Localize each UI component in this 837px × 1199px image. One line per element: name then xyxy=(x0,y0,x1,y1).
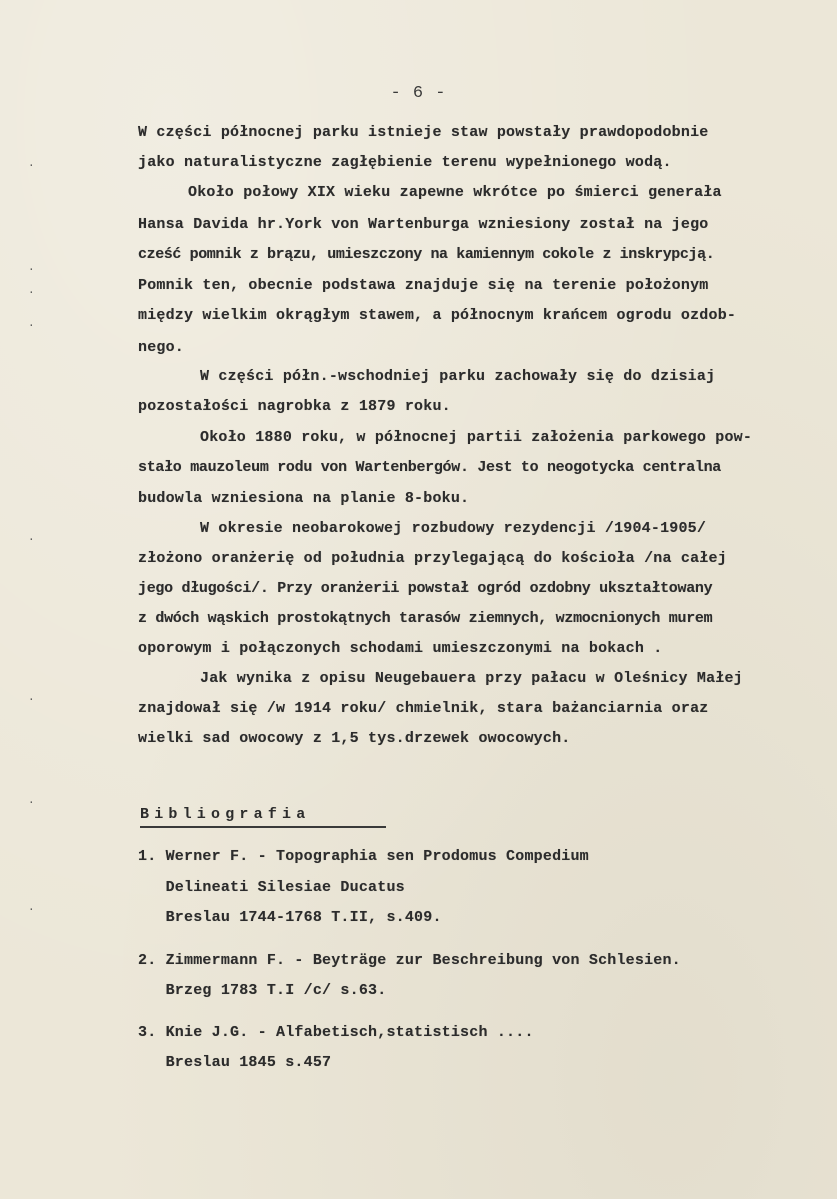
body-line: jego długości/. Przy oranżerii powstał ogród ozdobny ukształtowany xyxy=(138,580,713,597)
margin-mark: . xyxy=(28,902,35,914)
margin-mark: . xyxy=(28,318,35,330)
margin-mark: . xyxy=(28,285,35,297)
body-line: budowla wzniesiona na planie 8-boku. xyxy=(138,490,470,507)
body-line: znajdował się /w 1914 roku/ chmielnik, stara bażanciarnia oraz xyxy=(138,700,709,717)
body-line: W części północnej parku istnieje staw powstały prawdopodobnie xyxy=(138,124,709,141)
bibliography-line: 3. Knie J.G. - Alfabetisch,statistisch .... xyxy=(138,1024,534,1041)
body-line: stało mauzoleum rodu von Wartenbergów. Jest to neogotycka centralna xyxy=(138,459,721,476)
bibliography-underline xyxy=(140,826,386,828)
body-line: z dwóch wąskich prostokątnych tarasów ziemnych, wzmocnionych murem xyxy=(138,610,713,627)
margin-mark: . xyxy=(28,262,35,274)
bibliography-line: Breslau 1744-1768 T.II, s.409. xyxy=(138,909,442,926)
body-line: oporowym i połączonych schodami umieszczonymi na bokach . xyxy=(138,640,663,657)
bibliography-line: 1. Werner F. - Topographia sen Prodomus Compedium xyxy=(138,848,589,865)
page-number: - 6 - xyxy=(390,84,447,103)
margin-mark: . xyxy=(28,692,35,704)
bibliography-line: 2. Zimmermann F. - Beyträge zur Beschreibung von Schlesien. xyxy=(138,952,681,969)
margin-mark: . xyxy=(28,532,35,544)
body-line: Około 1880 roku, w północnej partii założenia parkowego pow- xyxy=(200,429,753,446)
body-line: jako naturalistyczne zagłębienie terenu wypełnionego wodą. xyxy=(138,154,672,171)
body-line: W części półn.-wschodniej parku zachowały się do dzisiaj xyxy=(200,368,716,385)
body-line: Jak wynika z opisu Neugebauera przy pałacu w Oleśnicy Małej xyxy=(200,670,743,687)
body-line: między wielkim okrągłym stawem, a północnym krańcem ogrodu ozdob- xyxy=(138,307,737,324)
margin-mark: . xyxy=(28,158,35,170)
body-line: W okresie neobarokowej rozbudowy rezydencji /1904-1905/ xyxy=(200,520,707,537)
body-line: pozostałości nagrobka z 1879 roku. xyxy=(138,398,451,415)
bibliography-line: Delineati Silesiae Ducatus xyxy=(138,879,405,896)
bibliography-line: Brzeg 1783 T.I /c/ s.63. xyxy=(138,982,387,999)
body-line: Pomnik ten, obecnie podstawa znajduje się na terenie położonym xyxy=(138,277,709,294)
body-line: złożono oranżerię od południa przylegającą do kościoła /na całej xyxy=(138,550,727,567)
body-line: Około połowy XIX wieku zapewne wkrótce po śmierci generała xyxy=(188,184,722,201)
body-line: Hansa Davida hr.York von Wartenburga wzniesiony został na jego xyxy=(138,216,709,233)
body-line: cześć pomnik z brązu, umieszczony na kamiennym cokole z inskrypcją. xyxy=(138,246,715,263)
body-line: nego. xyxy=(138,339,185,356)
margin-mark: . xyxy=(28,795,35,807)
bibliography-heading: Bibliografia xyxy=(140,806,311,823)
body-line: wielki sad owocowy z 1,5 tys.drzewek owocowych. xyxy=(138,730,571,747)
bibliography-line: Breslau 1845 s.457 xyxy=(138,1054,332,1071)
